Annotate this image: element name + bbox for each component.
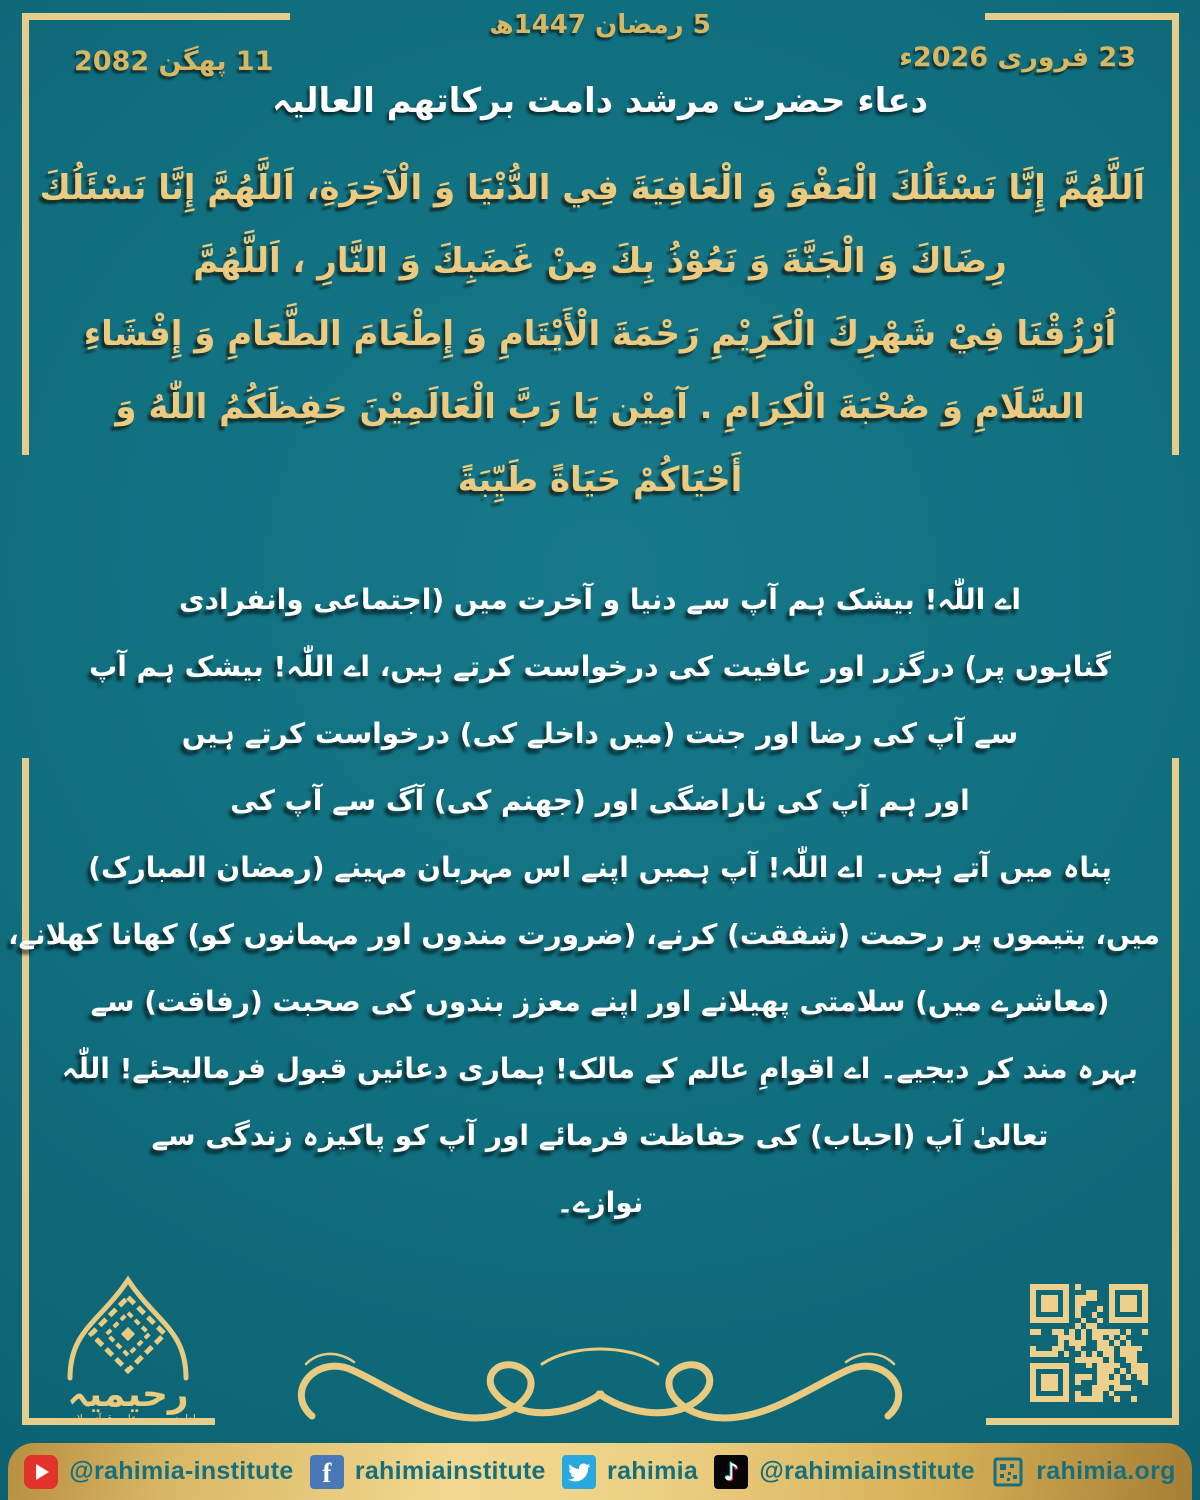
social-twitter[interactable] — [562, 1455, 698, 1489]
hijri-date: 5 رمضان 1447ھ — [489, 10, 711, 40]
qr-finder-icon — [1109, 1284, 1148, 1323]
frame-bottom-right — [986, 1418, 1179, 1425]
urdu-line: نوازے۔ — [556, 1186, 644, 1219]
bikrami-date: 11 پھگن 2082 — [74, 46, 274, 77]
urdu-line: تعالیٰ آپ (احباب) کی حفاظت فرمائے اور آپ کو پاکیزہ زندگی سے — [151, 1119, 1049, 1152]
social-facebook[interactable] — [310, 1455, 546, 1489]
arabic-line: رِضَاكَ وَ الْجَنَّةَ وَ نَعُوْذُ بِكَ مِنْ غَضَبِكَ وَ النَّارِ ، اَللَّهُمَّ — [193, 241, 1007, 281]
social-label: @rahimia-institute — [69, 1457, 294, 1485]
urdu-line: سے آپ کی رضا اور جنت (میں داخلے کی) درخواست کرتے ہیں — [181, 717, 1019, 750]
urdu-translation-block — [8, 566, 1160, 1236]
qr-code[interactable] — [1030, 1284, 1148, 1402]
urdu-line: بہرہ مند کر دیجیے۔ اے اقوامِ عالم کے مالک! ہماری دعائیں قبول فرمالیجئے! اللّٰہ — [61, 1052, 1139, 1085]
twitter-icon — [562, 1455, 596, 1489]
arabic-line: اَللَّهُمَّ إِنَّا نَسْئَلُكَ الْعَفْوَ وَ الْعَافِيَةَ فِي الدُّنْيَا وَ الْآخِرَةِ، اَللَّهُمَّ إِنَّا نَسْئَلُكَ — [39, 168, 1145, 208]
social-youtube[interactable] — [24, 1455, 293, 1489]
arabic-line: السَّلَامِ وَ صُحْبَةَ الْكِرَامِ . آمِيْن يَا رَبَّ الْعَالَمِيْنَ حَفِظَكُمُ اللّٰهُ وَ — [115, 387, 1085, 427]
page-title: دعاء حضرت مرشد دامت برکاتھم العالیہ — [271, 81, 929, 121]
facebook-icon: f — [310, 1455, 344, 1489]
social-label: @rahimiainstitute — [759, 1457, 975, 1485]
flourish-ornament-icon — [290, 1336, 910, 1436]
arabic-line: أَحْيَاكُمْ حَيَاةً طَيِّبَةً — [457, 460, 743, 500]
qr-finder-icon — [1030, 1363, 1069, 1402]
youtube-icon — [24, 1455, 58, 1489]
urdu-line: (معاشرے میں) سلامتی پھیلانے اور اپنے معزز بندوں کی صحبت (رفاقت) سے — [90, 985, 1110, 1018]
logo-wordmark: رحیمیہ — [67, 1374, 189, 1415]
urdu-line: اے اللّٰہ! بیشک ہم آپ سے دنیا و آخرت میں (اجتماعی وانفرادی — [178, 583, 1022, 616]
arabic-dua-block — [39, 152, 1145, 517]
social-label: rahimia — [607, 1457, 699, 1485]
social-website[interactable] — [991, 1455, 1175, 1489]
website-icon — [991, 1455, 1025, 1489]
logo-subtitle: ادارہ رحیمیہ علومِ قرآنیہ لاہور — [60, 1413, 196, 1424]
social-tiktok[interactable] — [714, 1455, 975, 1489]
frame-right-lower — [1172, 758, 1179, 1425]
footer-social-bar — [8, 1443, 1192, 1500]
urdu-line: پناہ میں آتے ہیں۔ اے اللّٰہ! آپ ہمیں اپنے اس مہربان مہینے (رمضان المبارک) — [88, 851, 1112, 884]
frame-left-lower — [22, 758, 29, 1425]
rahimia-logo — [48, 1266, 208, 1424]
qr-finder-icon — [1030, 1284, 1069, 1323]
arabic-line: اُرْزُقْنَا فِيْ شَهْرِكَ الْكَرِيْمِ رَحْمَةَ الْأَيْتَامِ وَ إِطْعَامَ الطَّعَامِ وَ إِفْشَاءِ — [83, 314, 1117, 354]
social-label: rahimia.org — [1036, 1457, 1176, 1485]
gregorian-date: 23 فروری 2026ء — [899, 42, 1136, 73]
urdu-line: میں، یتیموں پر رحمت (شفقت) کرنے، (ضرورت مندوں اور مہمانوں کو) کھانا کھلانے، — [8, 918, 1160, 951]
tiktok-icon: ♪ — [714, 1455, 748, 1489]
urdu-line: گناہوں پر) درگزر اور عافیت کی درخواست کرتے ہیں، اے اللّٰہ! بیشک ہم آپ — [89, 650, 1111, 683]
social-label: rahimiainstitute — [354, 1457, 546, 1485]
urdu-line: اور ہم آپ کی ناراضگی اور (جھنم کی) آگ سے آپ کی — [230, 784, 970, 817]
mihrab-arch-icon — [48, 1266, 208, 1424]
